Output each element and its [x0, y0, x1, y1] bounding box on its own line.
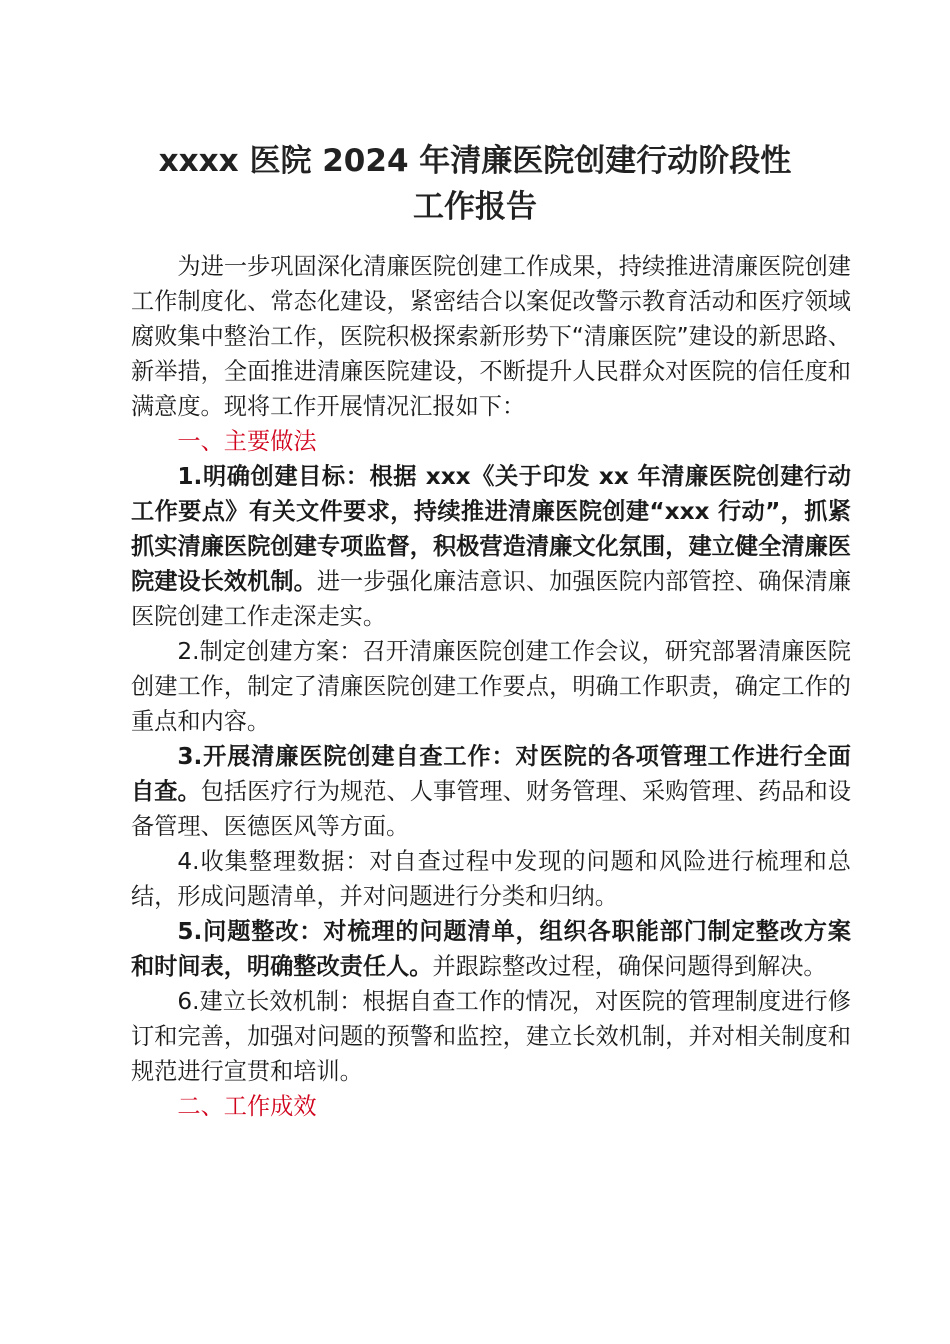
title-line-2: 工作报告 — [413, 189, 537, 225]
item-3-paragraph — [131, 739, 851, 844]
item-5-bold: 5.问题整改：对梳理的问题清单，组织各职能部门制定整改方案和时间表，明确整改责任人。 — [131, 918, 851, 980]
document-title — [100, 138, 850, 230]
item-3-text: 包括医疗行为规范、人事管理、财务管理、采购管理、药品和设备管理、医德医风等方面。 — [131, 778, 852, 840]
item-5-paragraph — [131, 914, 851, 984]
item-1-bold: 1.明确创建目标：根据 xxx《关于印发 xx 年清廉医院创建行动工作要点》有关文件要求，持续推进清廉医院创建“xxx 行动”，抓紧抓实清廉医院创建专项监督，积极营造清廉文化氛围，建立健全清廉医院建设长效机制。 — [131, 463, 851, 595]
item-1-paragraph — [131, 459, 851, 634]
document-body — [131, 249, 851, 1124]
item-3-bold: 3.开展清廉医院创建自查工作：对医院的各项管理工作进行全面自查。 — [131, 743, 851, 805]
item-1-text: 进一步强化廉洁意识、加强医院内部管控、确保清廉医院创建工作走深走实。 — [131, 568, 852, 630]
item-5-text: 并跟踪整改过程，确保问题得到解决。 — [432, 953, 827, 980]
item-6-paragraph: 6.建立长效机制：根据自查工作的情况，对医院的管理制度进行修订和完善，加强对问题的预警和监控，建立长效机制，并对相关制度和规范进行宣贯和培训。 — [131, 988, 851, 1085]
item-2-paragraph: 2.制定创建方案：召开清廉医院创建工作会议，研究部署清廉医院创建工作，制定了清廉医院创建工作要点，明确工作职责，确定工作的重点和内容。 — [131, 638, 851, 735]
section-heading-2: 二、工作成效 — [177, 1093, 317, 1120]
section-heading-1: 一、主要做法 — [177, 428, 317, 455]
title-line-1: xxxx 医院 2024 年清廉医院创建行动阶段性 — [158, 143, 792, 179]
intro-paragraph: 为进一步巩固深化清廉医院创建工作成果，持续推进清廉医院创建工作制度化、常态化建设，紧密结合以案促改警示教育活动和医疗领域腐败集中整治工作，医院积极探索新形势下“清廉医院”建设的新思路、新举措，全面推进清廉医院建设，不断提升人民群众对医院的信任度和满意度。现将工作开展情况汇报如下： — [131, 253, 851, 420]
item-4-paragraph: 4.收集整理数据：对自查过程中发现的问题和风险进行梳理和总结，形成问题清单，并对问题进行分类和归纳。 — [131, 848, 851, 910]
